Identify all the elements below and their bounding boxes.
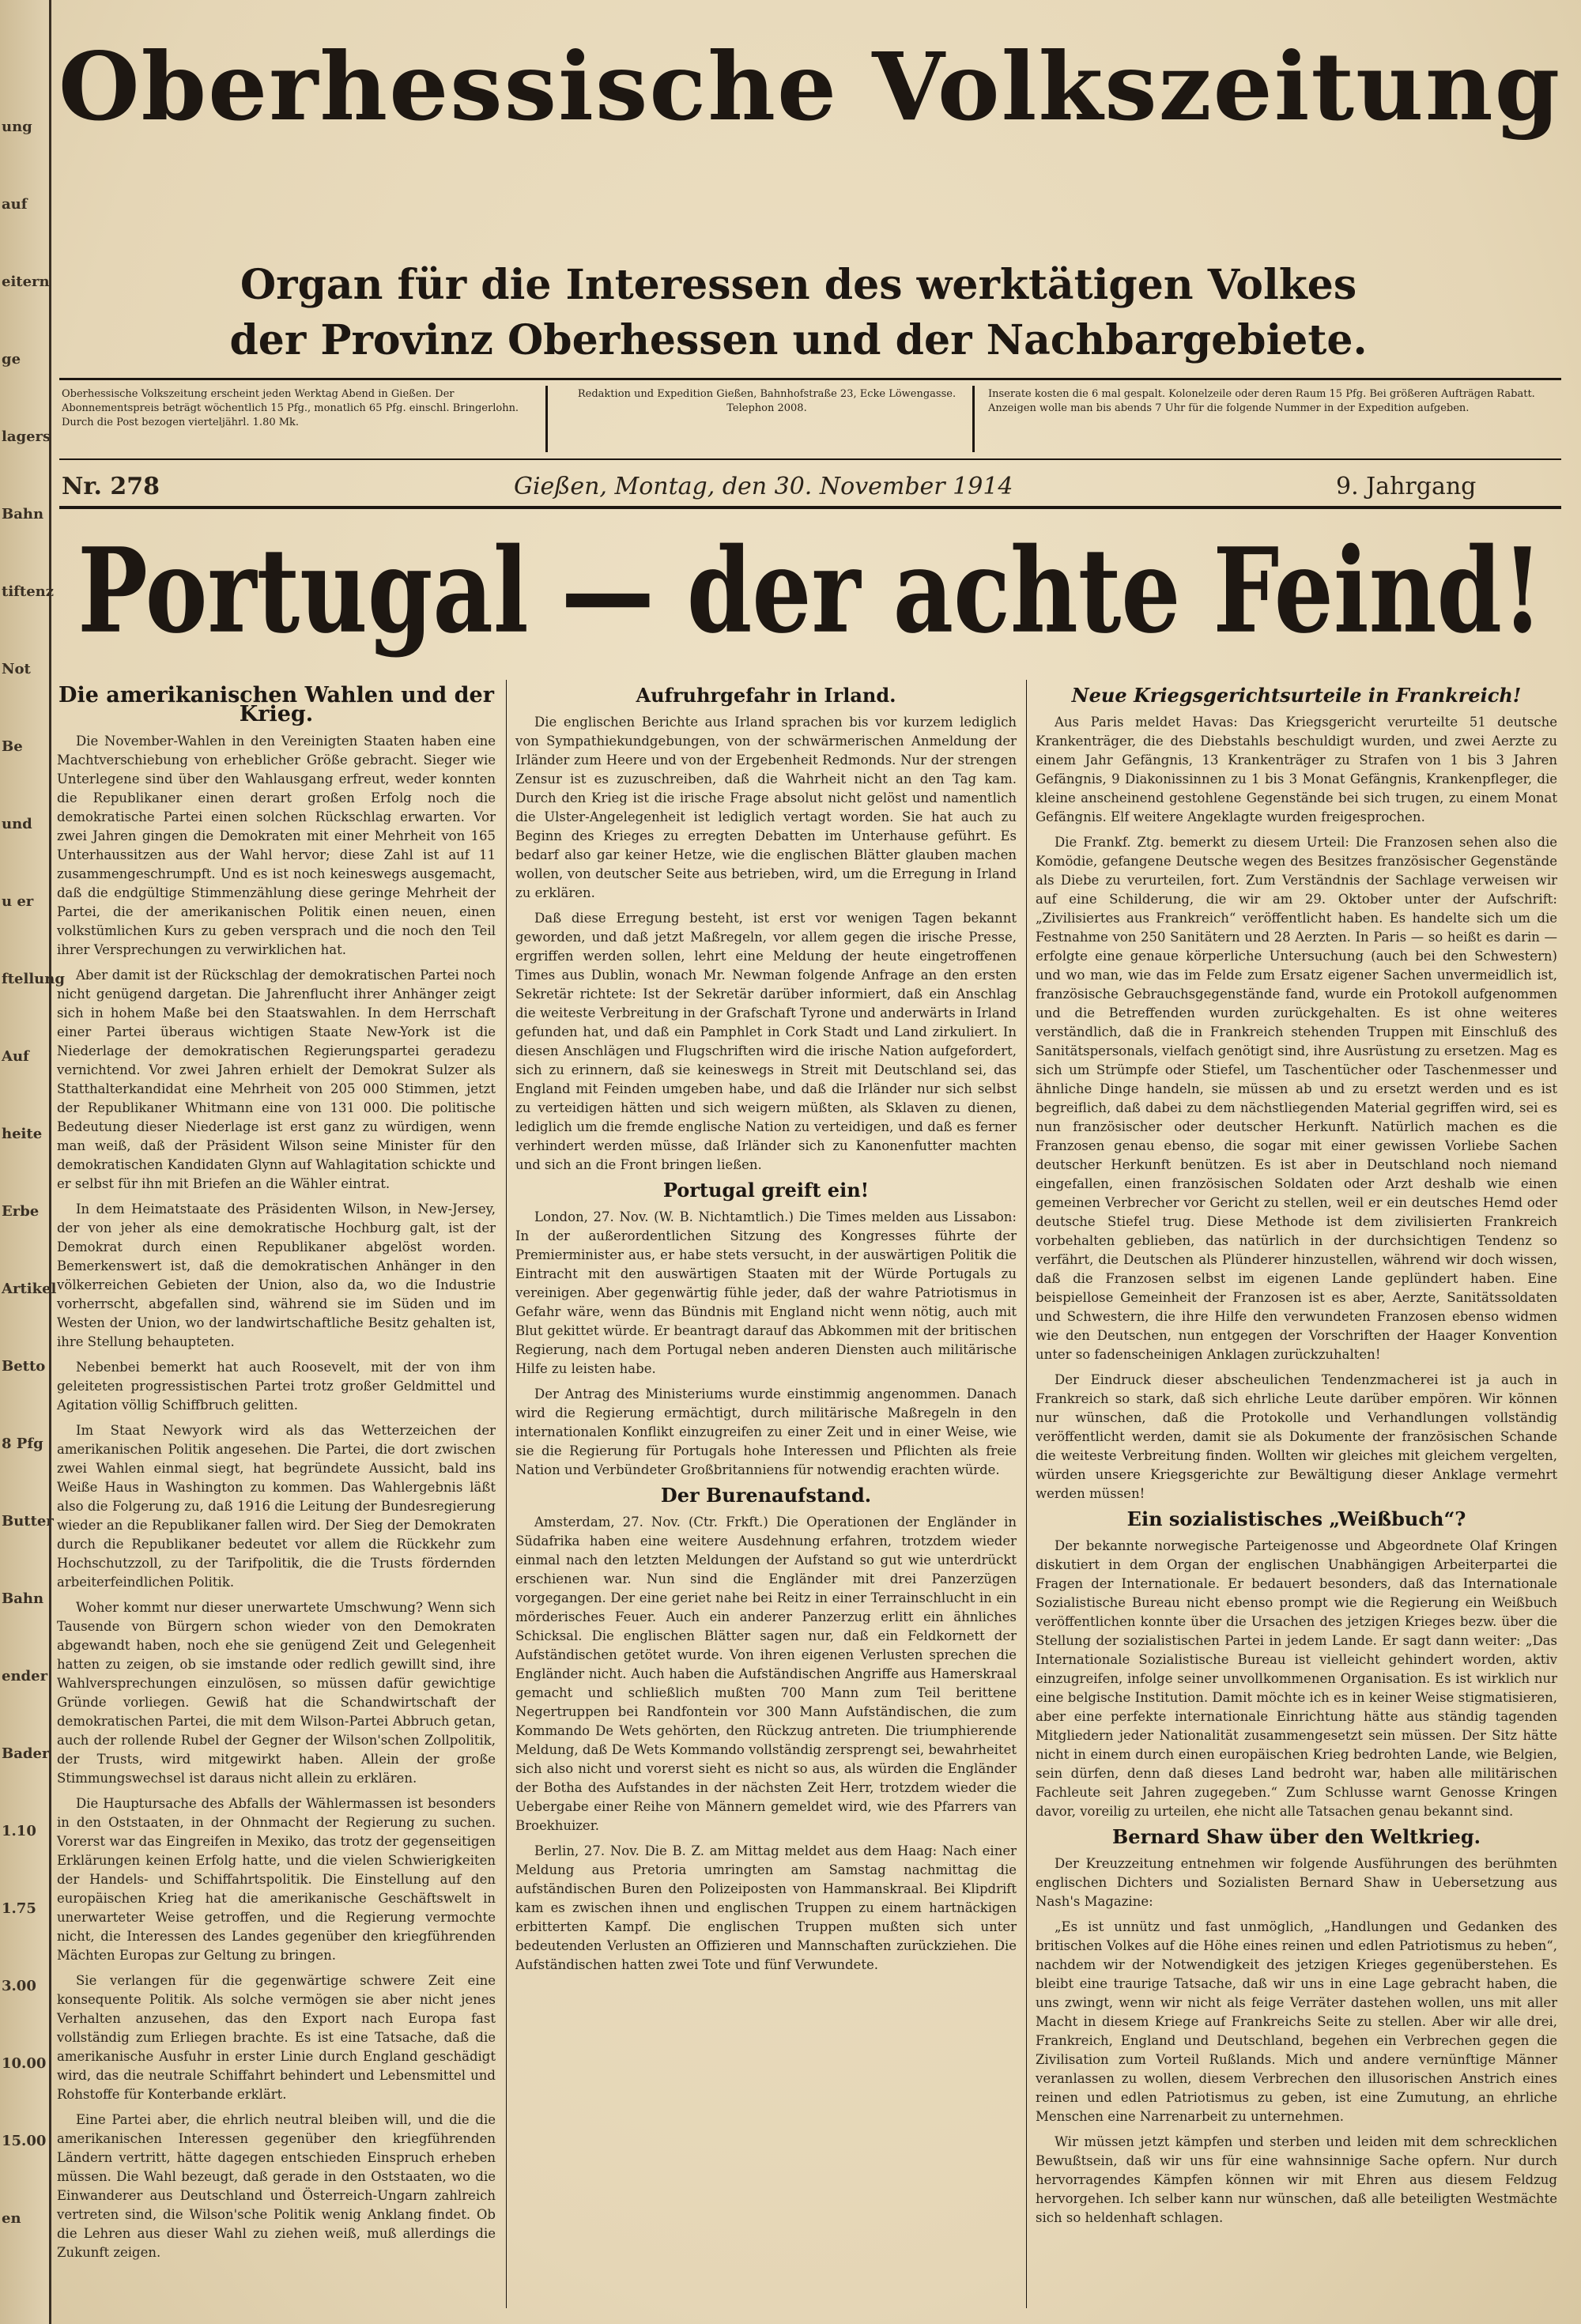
info-left: Oberhessische Volkszeitung erscheint jeden Werktag Abend in Gießen. Der Abonnementspreis beträgt wöchentlich 15 Pfg., monatlich 65 Pfg. einschl. Bringerlohn. Durch die Post bezogen vierteljährl. 1.80 Mk. xyxy=(62,388,519,428)
strip-fragment: und xyxy=(2,816,32,832)
strip-fragment: Butter xyxy=(2,1513,54,1530)
strip-fragment: u er xyxy=(2,893,34,910)
strip-fragment: Not xyxy=(2,661,31,677)
masthead: Oberhessische Volkszeitung xyxy=(58,32,1562,141)
column-2 xyxy=(515,680,1017,2308)
strip-fragment: Bahn xyxy=(2,506,44,523)
info-right: Inserate kosten die 6 mal gespalt. Kolonelzeile oder deren Raum 15 Pfg. Bei größeren Aufträgen Rabatt. Anzeigen wolle man bis abends 7 Uhr für die folgende Nummer in der Expedition aufgeben. xyxy=(988,388,1535,414)
col1-title: Die amerikanischen Wahlen und der Krieg. xyxy=(58,683,494,726)
column-rule-1 xyxy=(506,680,507,2308)
date-line: Gießen, Montag, den 30. November 1914 xyxy=(514,473,1013,500)
column-3 xyxy=(1036,680,1557,2308)
col1-paragraph: Nebenbei bemerkt hat auch Roosevelt, mit der von ihm geleiteten progressistischen Partei trotz großer Geldmittel und Agitation völlig Schiffbruch gelitten. xyxy=(57,1360,496,1413)
col3-title-2: Ein sozialistisches „Weißbuch“? xyxy=(1126,1507,1466,1530)
issue-number: Nr. 278 xyxy=(62,473,160,500)
strip-fragment: en xyxy=(2,2210,21,2227)
col3-s1-paragraph: Die Frankf. Ztg. bemerkt zu diesem Urteil: Die Franzosen sehen also die Komödie, gefangene Deutsche wegen des Besitzes französischer Gegenstände als Diebe zu verurteilen, fort. Zum Verständnis der Sachlage verweisen wir auf eine Schilderung, die wir am 29. Oktober unter der Aufschrift: „Zivilisiertes aus Frankreich“ veröffentlicht haben. Es handelte sich um die Festnahme von 250 Sanitätern und 28 Aerzten. In Paris — so heißt es darin — erfolgte eine genaue körperliche Untersuchung (auch bei den Schwestern) und wo man, wie das im Felde zum Ersatz eigener Sachen unvermeidlich ist, französische Gebrauchsgegenstände fand, wurde ein Protokoll aufgenommen und die Betreffenden wurden zurückgehalten. Es ist ohne weiteres verständlich, daß die in Frankreich stehenden Truppen mit Einschluß des Sanitätspersonals, vielfach genötigt sind, ihre Ausrüstung zu ersetzen. Mag es sich um Strümpfe oder Stiefel, um Taschentücher oder Taschenmesser und ähnliche Dinge handeln, sie müssen ab und zu ersetzt werden und es ist begreiflich, daß dabei zu dem nächstliegenden Material gegriffen wird, sei es nun französischer oder deutscher Herkunft. Natürlich machen es die Franzosen genau ebenso, die sogar mit einer gewissen Vorliebe Sachen deutscher Herkunft benützen. Es ist aber in Deutschland noch niemand eingefallen, einen französischen Soldaten oder Arzt deshalb wie einen gemeinen Verbrecher vor Gericht zu stellen, weil er ein deutsches Hemd oder deutsche Stiefel trug. Diese Methode ist dem zivilisierten Frankreich vorbehalten geblieben, das natürlich in der durchsichtigen Tendenz so verfährt, die Deutschen als Plünderer hinzustellen, während wir doch wissen, daß die Franzosen selbst im eigenen Lande geplündert haben. Eine beispiellose Gemeinheit der Franzosen ist es aber, Aerzte, Sanitätssoldaten und Schwestern, die ihre Hilfe den verwundeten Franzosen ebenso widmen wie den Deutschen, nun entgegen der Vorschriften der Haager Konvention unter so fadenscheinigen Anklagen zurückzuhalten! xyxy=(1036,835,1557,1362)
col3-s3-paragraph: „Es ist unnütz und fast unmöglich, „Handlungen und Gedanken des britischen Volkes auf die Höhe eines reinen und edlen Patriotismus zu heben“, nachdem wir der Notwendigkeit des jetzigen Krieges gegenüberstehen. Es bleibt eine traurige Tatsache, daß wir uns in eine Lage gebracht haben, die uns zwingt, wenn wir nicht als feige Verräter dastehen wollen, uns mit aller Macht in diesem Kriege auf Frankreichs Seite zu stellen. Aber wir alle drei, Frankreich, England und Deutschland, begehen ein Verbrechen gegen die Zivilisation zum Vorteil Rußlands. Mich und andere vernünftige Männer veranlassen zu wollen, diesem Verbrechen den illusorischen Anstrich eines reinen und edlen Patriotismus zu geben, ist eine Zumutung, an ehrliche Menschen eine Narrenarbeit zu unternehmen. xyxy=(1036,1919,1557,2124)
col1-paragraph: Eine Partei aber, die ehrlich neutral bleiben will, und die die amerikanischen Interessen gegenüber den kriegführenden Ländern vertritt, hätte dagegen entschieden Einspruch erheben müssen. Die Wahl bezeugt, daß gerade in den Oststaaten, wo die Einwanderer aus Deutschland und Österreich-Ungarn zahlreich vertreten sind, die Wilson'sche Politik wenig Anklang findet. Ob die Lehren aus dieser Wahl zu ziehen weiß, muß allerdings die Zukunft zeigen. xyxy=(57,2112,496,2260)
col3-title-3: Bernard Shaw über den Weltkrieg. xyxy=(1112,1825,1481,1848)
strip-fragment: 1.10 xyxy=(2,1823,36,1839)
strip-fragment: 15.00 xyxy=(2,2133,47,2149)
col2-title-3: Der Burenaufstand. xyxy=(660,1484,872,1507)
column-1 xyxy=(57,680,496,2308)
col3-s3-paragraph: Der Kreuzzeitung entnehmen wir folgende Ausführungen des berühmten englischen Dichters und Sozialisten Bernard Shaw in Uebersetzung aus Nash's Magazine: xyxy=(1036,1856,1557,1909)
col1-paragraph: Sie verlangen für die gegenwärtige schwere Zeit eine konsequente Politik. Als solche vermögen sie aber nicht jenes Verhalten anzusehen, das den Export nach Europa fast vollständig zum Erliegen brachte. Es ist eine Tatsache, daß die amerikanische Ausfuhr in erster Linie durch England geschädigt wird, das die neutrale Schiffahrt behindert und Lebensmittel und Rohstoffe für Konterbande erklärt. xyxy=(57,1973,496,2102)
rule-v2 xyxy=(972,386,975,452)
col1-paragraph: Aber damit ist der Rückschlag der demokratischen Partei noch nicht genügend dargetan. Die Jahrenflucht ihrer Anhänger zeigt sich in hohem Maße bei den Staatswahlen. In dem Herrschaft einer Partei überaus wichtigen Staate New-York ist die Niederlage der demokratischen Regierungspartei geradezu vernichtend. Vor zwei Jahren erhielt der Demokrat Sulzer als Statthalterkandidat eine Mehrheit von 205 000 Stimmen, jetzt der Republikaner Whitmann eine von 131 000. Die politische Bedeutung dieser Niederlage ist erst ganz zu würdigen, wenn man weiß, daß der Präsident Wilson seine Minister für den demokratischen Kandidaten Glynn auf Wahlagitation schickte und er selbst für ihn mit Briefen an die Wähler eintrat. xyxy=(57,968,496,1191)
col1-paragraph: Woher kommt nur dieser unerwartete Umschwung? Wenn sich Tausende von Bürgern schon wieder von den Demokraten abgewandt haben, noch ehe sie genügend Zeit und Gelegenheit hatten zu zeigen, ob sie imstande oder redlich gewillt sind, ihre Wahlversprechungen einzulösen, so müssen dafür gewichtige Gründe vorliegen. Gewiß hat die Schandwirtschaft der demokratischen Partei, die mit dem Wilson-Partei Abbruch getan, auch der rollende Rubel der Gegner der Wilson'schen Zollpolitik, der Trusts, wird mitgewirkt haben. Allein der große Stimmungswechsel ist daraus nicht allein zu erklären. xyxy=(57,1600,496,1786)
strip-fragment: tiftenz xyxy=(2,583,54,600)
strip-fragment: ender xyxy=(2,1668,48,1685)
col2-s2-paragraph: London, 27. Nov. (W. B. Nichtamtlich.) Die Times melden aus Lissabon: In der außerordentlichen Sitzung des Kongresses führte der Premierminister aus, er habe stets versucht, in der auswärtigen Politik die Eintracht mit den auswärtigen Staaten mit der Würde Portugals zu vereinigen. Aber gegenwärtig fühle jeder, daß der wahre Patriotismus in Gefahr wäre, wenn das Bündnis mit England nicht wenn nötig, auch mit Blut gekittet würde. Er beantragt darauf das Abkommen mit der britischen Regierung, nach dem Portugal neben anderen Diensten auch militärische Hilfe zu leisten habe. xyxy=(515,1209,1017,1376)
strip-fragment: 8 Pfg xyxy=(2,1436,43,1452)
strip-fragment: auf xyxy=(2,196,28,213)
col3-title-1: Neue Kriegsgerichtsurteile in Frankreich! xyxy=(1071,684,1522,707)
strip-fragment: lagers xyxy=(2,428,51,445)
strip-fragment: Auf xyxy=(2,1048,29,1065)
col2-s1-paragraph: Daß diese Erregung besteht, ist erst vor wenigen Tagen bekannt geworden, und daß jetzt Maßregeln, vor allem gegen die irische Presse, ergriffen werden sollen, lehrt eine Meldung der heute eingetroffenen Times aus Dublin, wonach Mr. Newman folgende Anfrage an den ersten Sekretär richtete: Ist der Sekretär darüber informiert, daß ein Anschlag die weiteste Verbreitung in der Grafschaft Tyrone und anderwärts in Irland gefunden hat, und daß ein Pamphlet in Cork Stadt und Land zirkuliert. In diesen Anschlägen und Flugschriften wird die irische Nation aufgefordert, sich zu erinnern, daß sie keineswegs in Streit mit Deutschland sei, das England mit Feinden umgeben habe, und daß die Irländer nur sich selbst zu verteidigen hätten und sich weigern müßten, als Sklaven zu dienen, lediglich um die fremde englische Nation zu verteidigen, und daß es ferner verhindert werden müsse, daß Irländer sich zu Kanonenfutter machten und sich an die Front bringen ließen. xyxy=(515,911,1017,1172)
rule-date-bottom xyxy=(59,506,1561,509)
strip-fragment: ung xyxy=(2,119,32,135)
rule-top xyxy=(59,378,1561,380)
strip-fragment: Bader xyxy=(2,1745,50,1762)
rule-info-bottom xyxy=(59,458,1561,460)
strip-fragment: ftellung xyxy=(2,971,65,987)
col3-s1-paragraph: Der Eindruck dieser abscheulichen Tendenzmacherei ist ja auch in Frankreich so stark, daß sich ehrliche Leute darüber empören. Wir können nur wünschen, daß die Protokolle und Verhandlungen vollständig veröffentlicht werden, damit sie als Dokumente der französischen Schande die weiteste Verbreitung finden. Wollten wir gleiches mit gleichem vergelten, würden unsere Kriegsgerichte zur Bewältigung dieser Anklage vermehrt werden müssen! xyxy=(1036,1372,1557,1501)
col3-s2-paragraph: Der bekannte norwegische Parteigenosse und Abgeordnete Olaf Kringen diskutiert in dem Organ der englischen Unabhängigen Arbeiterpartei die Fragen der Internationale. Er bedauert besonders, daß das Internationale Sozialistische Bureau nicht ebenso prompt wie die Regierung ein Weißbuch veröffentlichen konnte über die Ursachen des jetzigen Krieges bezw. über die Stellung der sozialistischen Partei in jedem Lande. Er sagt dann weiter: „Das Internationale Sozialistische Bureau ist vielleicht gehindert worden, aktiv einzugreifen, infolge seiner unvollkommenen Organisation. Es ist wirklich nur eine belgische Institution. Damit möchte ich es in keiner Weise stigmatisieren, aber eine perfekte internationale Einrichtung hätte aus ständig tagenden Mitgliedern jeder Nationalität zusammengesetzt sein müssen. Der Sitz hätte nicht in einem durch einen europäischen Krieg bedrohten Lande, wie Belgien, sein dürfen, denn daß dieses Land bedroht war, haben alle militärischen Fachleute seit Jahren zugegeben.“ Zum Schlusse warnt Genosse Kringen davor, voreilig zu urteilen, ehe nicht alle Tatsachen genau bekannt sind. xyxy=(1036,1538,1557,1819)
column-rule-2 xyxy=(1026,680,1027,2308)
col2-title-2: Portugal greift ein! xyxy=(662,1179,870,1202)
col2-s3-paragraph: Amsterdam, 27. Nov. (Ctr. Frkft.) Die Operationen der Engländer in Südafrika haben eine weitere Ausdehnung erfahren, trotzdem wieder einmal nach den letzten Meldungen der Aufstand so gut wie unterdrückt erschienen war. Nun sind die Engländer mit drei Panzerzügen vorgegangen. Der eine geriet nahe bei Reitz in einer Terrainschlucht in ein mörderisches Feuer. Auch ein anderer Panzerzug erlitt ein ähnliches Schicksal. Die englischen Blätter sagen nur, daß ein Feldkornett der Aufständischen getötet wurde. Von ihren eigenen Verlusten sprechen die Engländer nicht. Auch haben die Aufständischen Angriffe aus Hamerskraal gemacht und schließlich mußten 700 Mann zum Teil berittene Negertruppen bei Randfontein vor 300 Mann Aufständischen, die zum Kommando De Wets gehörten, den Rückzug antreten. Die triumphierende Meldung, daß De Wets Kommando vollständig zersprengt sei, bewahrheitet sich also nicht und vorerst sieht es nicht so aus, als würden die Engländer der Botha des Aufstandes in der nächsten Zeit Herr, trotzdem wieder die Uebergabe einer Reihe von Männern gemeldet wird, wie des Pfarrers van Broekhuizer. xyxy=(515,1515,1017,1833)
strip-fragment: 3.00 xyxy=(2,1978,36,1994)
col2-s1-paragraph: Die englischen Berichte aus Irland sprachen bis vor kurzem lediglich von Sympathiekundgebungen, von der schwärmerischen Anmeldung der Irländer zum Heere und von der Ergebenheit Redmonds. Nur der strengen Zensur ist es zuzuschreiben, daß die Wahrheit nicht an den Tag kam. Durch den Krieg ist die irische Frage absolut nicht gelöst und namentlich die Ulster-Angelegenheit ist lediglich vertagt worden. Sie hat auch zu Beginn des Krieges zu erregten Debatten im Unterhause geführt. Es bedarf also gar keiner Hetze, wie die englischen Blätter glauben machen wollen, von deutscher Seite aus betrieben, wird, um die Erregung in Irland zu erklären. xyxy=(515,715,1017,900)
adjacent-page-strip xyxy=(0,0,65,2324)
rule-v1 xyxy=(545,386,548,452)
col1-paragraph: Die Hauptursache des Abfalls der Wählermassen ist besonders in den Oststaaten, in der Ohnmacht der Regierung zu suchen. Vorerst war das Eingreifen in Mexiko, das trotz der gegenseitigen Erklärungen keinen Erfolg hatte, und die vielen Schwierigkeiten der Handels- und Schiffahrtspolitik. Die Einstellung auf den europäischen Krieg hat die amerikanische Geschäftswelt in unerwarteter Weise getroffen, und die Regierung vermochte nicht, die Interessen des Landes gegenüber den kriegführenden Mächten Europas zur Geltung zu bringen. xyxy=(57,1796,496,1963)
col3-s1-paragraph: Aus Paris meldet Havas: Das Kriegsgericht verurteilte 51 deutsche Krankenträger, die des Diebstahls beschuldigt wurden, und zwei Aerzte zu einem Jahr Gefängnis, 13 Krankenträger zu Strafen von 1 bis 3 Jahren Gefängnis, 9 Diakonissinnen zu 1 bis 3 Monat Gefängnis, Krankenpfleger, die kleine anscheinend gestohlene Gegenstände bei sich trugen, zu einem Monat Gefängnis. Elf weitere Angeklagte wurden freigesprochen. xyxy=(1036,715,1557,824)
col1-paragraph: In dem Heimatstaate des Präsidenten Wilson, in New-Jersey, der von jeher als eine demokratische Hochburg galt, ist der Demokrat durch einen Republikaner abgelöst worden. Bemerkenswert ist, daß die demokratischen Anhänger in den völkerreichen Gebieten der Union, also da, wo die Industrie vorherrscht, abgefallen sind, während sie im Süden und im Westen der Union, wo der landwirtschaftliche Besitz gehalten ist, ihre Stellung behaupteten. xyxy=(57,1202,496,1349)
strip-fragment: Be xyxy=(2,738,23,755)
strip-fragment: ge xyxy=(2,351,21,368)
col2-s3-paragraph: Berlin, 27. Nov. Die B. Z. am Mittag meldet aus dem Haag: Nach einer Meldung aus Pretoria umringten am Samstag nachmittag die aufständischen Buren den Polizeiposten von Hammanskraal. Bei Klipdrift kam es zwischen ihnen und englischen Truppen zu einem hartnäckigen erbitterten Kampf. Die englischen Truppen mußten sich unter bedeutenden Verlusten an Offizieren und Mannschaften zurückziehen. Die Aufständischen hatten zwei Tote und fünf Verwundete. xyxy=(515,1843,1017,1972)
subtitle-line-1: Organ für die Interessen des werktätigen Volkes xyxy=(240,261,1357,309)
strip-fragment: Bahn xyxy=(2,1590,44,1607)
main-headline: Portugal — der achte Feind! xyxy=(77,522,1543,659)
col3-s3-paragraph: Wir müssen jetzt kämpfen und sterben und leiden mit dem schrecklichen Bewußtsein, daß wir uns für eine wahnsinnige Sache opfern. Nur durch hervorragendes Kämpfen können wir mit Ehren aus diesem Feldzug hervorgehen. Ich selber kann nur wünschen, daß alle beteiligten Westmächte sich so heldenhaft schlagen. xyxy=(1036,2134,1557,2225)
col1-paragraph: Im Staat Newyork wird als das Wetterzeichen der amerikanischen Politik angesehen. Die Partei, die dort zwischen zwei Wahlen einmal siegt, hat begründete Aussicht, bald ins Weiße Haus in Washington zu kommen. Das Wahlergebnis läßt also die Folgerung zu, daß 1916 die Leitung der Bundesregierung wieder an die Republikaner fallen wird. Der Sieg der Demokraten durch die Republikaner bedeutet vor allem die Rückkehr zum Hochschutzzoll, zu der Tarifpolitik, die die Trusts fördernden arbeiterfeindlichen Politik. xyxy=(57,1423,496,1590)
strip-fragment: eitern xyxy=(2,274,50,290)
strip-fragment: Erbe xyxy=(2,1203,40,1220)
col2-title-1: Aufruhrgefahr in Irland. xyxy=(636,684,896,707)
strip-fragment: 10.00 xyxy=(2,2055,47,2072)
strip-fragment: Artikel xyxy=(2,1281,57,1297)
volume: 9. Jahrgang xyxy=(1336,473,1477,500)
col2-s2-paragraph: Der Antrag des Ministeriums wurde einstimmig angenommen. Danach wird die Regierung ermächtigt, durch militärische Maßregeln in den internationalen Konflikt einzugreifen zu einer Zeit und in einer Weise, wie sie die Regierung für Portugals hohe Interessen und Pflichten als freie Nation und Verbündeter Großbritanniens für notwendig erachten würde. xyxy=(515,1386,1017,1477)
strip-fragment: Betto xyxy=(2,1358,46,1375)
strip-fragment: heite xyxy=(2,1126,43,1142)
subtitle-line-2: der Provinz Oberhessen und der Nachbargebiete. xyxy=(229,316,1368,364)
col1-paragraph: Die November-Wahlen in den Vereinigten Staaten haben eine Machtverschiebung von erheblicher Größe gebracht. Sieger wie Unterlegene sind über den Wahlausgang erfreut, weder konnten die Republikaner einen derart großen Erfolg noch die demokratische Partei einen solchen Rückschlag erwarten. Vor zwei Jahren gingen die Demokraten mit einer Mehrheit von 165 Unterhaussitzen aus der Wahl hervor; diese Zahl ist auf 11 zusammengeschrumpft. Und es ist noch keineswegs ausgemacht, daß die endgültige Stimmenzählung diese geringe Mehrheit der Partei, die der amerikanischen Politik einen neuen, einen volkstümlichen Kurs zu geben versprach und die noch den Teil ihrer Versprechungen zu verwirklichen hat. xyxy=(57,734,496,957)
strip-fragment: 1.75 xyxy=(2,1900,36,1917)
info-center: Redaktion und Expedition Gießen, Bahnhofstraße 23, Ecke Löwengasse. Telephon 2008. xyxy=(577,388,957,414)
